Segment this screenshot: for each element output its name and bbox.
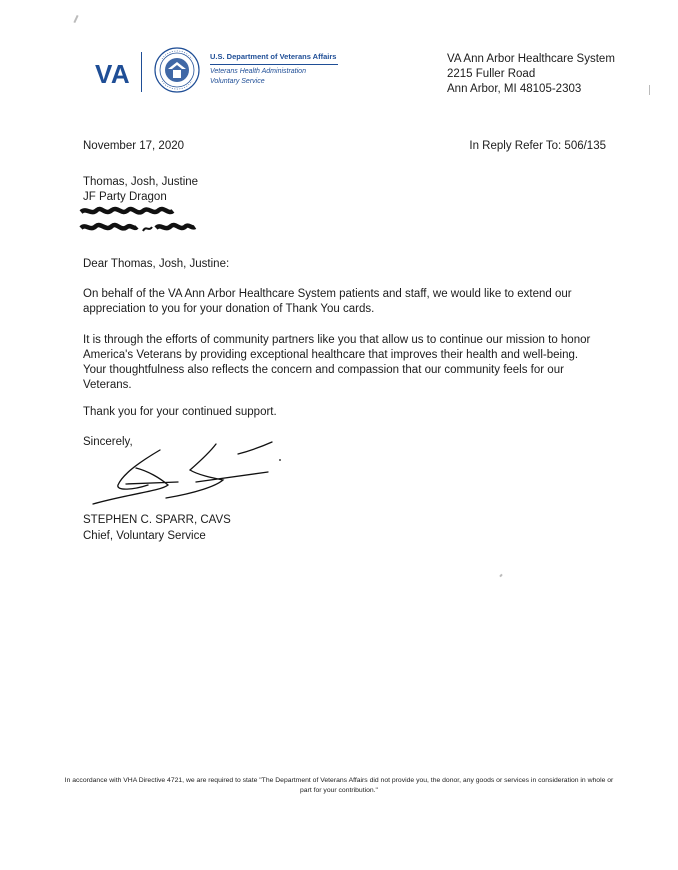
reply-reference: In Reply Refer To: 506/135 bbox=[469, 140, 606, 152]
body-paragraph: It is through the efforts of community partners like you that allow us to continue our mission to honor America's Veterans by providing exceptional healthcare that improves their health and well-being. Your thoughtfulness also reflects the concern and compassion that our community feels for our Veterans. bbox=[83, 334, 591, 391]
recipient-line: Thomas, Josh, Justine bbox=[83, 176, 199, 188]
department-name: U.S. Department of Veterans Affairs bbox=[210, 52, 337, 61]
administration-name: Veterans Health Administration bbox=[210, 67, 306, 75]
letterhead-divider bbox=[141, 52, 142, 92]
body-paragraph: Thank you for your continued support. bbox=[83, 406, 277, 418]
department-block bbox=[210, 52, 336, 88]
address-line: Ann Arbor, MI 48105-2303 bbox=[447, 83, 582, 95]
va-seal-icon bbox=[154, 47, 200, 93]
redacted-address bbox=[79, 205, 199, 237]
va-logo: VA bbox=[95, 59, 131, 89]
signature-image bbox=[88, 438, 293, 508]
footer-disclaimer: In accordance with VHA Directive 4721, we are required to state "The Department of Veterans Affairs did not provide you, the donor, any goods or services in consideration in whole or part for your contribution." bbox=[64, 777, 614, 794]
signer-title: Chief, Voluntary Service bbox=[83, 530, 206, 542]
address-line: 2215 Fuller Road bbox=[447, 68, 536, 80]
scan-speck bbox=[499, 574, 502, 578]
service-name: Voluntary Service bbox=[210, 78, 265, 85]
address-line: VA Ann Arbor Healthcare System bbox=[447, 53, 615, 65]
facility-address bbox=[447, 52, 615, 97]
recipient-line: JF Party Dragon bbox=[83, 191, 167, 203]
salutation: Dear Thomas, Josh, Justine: bbox=[83, 258, 230, 270]
scan-speck bbox=[73, 15, 78, 23]
recipient-block bbox=[83, 175, 198, 205]
closing: Sincerely, bbox=[83, 436, 133, 448]
scan-speck bbox=[649, 85, 650, 95]
signer-block bbox=[83, 512, 231, 544]
body-paragraph: On behalf of the VA Ann Arbor Healthcare System patients and staff, we would like to extend our appreciation to you for your donation of Thank You cards. bbox=[83, 288, 572, 315]
signer-name: STEPHEN C. SPARR, CAVS bbox=[83, 514, 231, 526]
letter-date: November 17, 2020 bbox=[83, 140, 185, 152]
